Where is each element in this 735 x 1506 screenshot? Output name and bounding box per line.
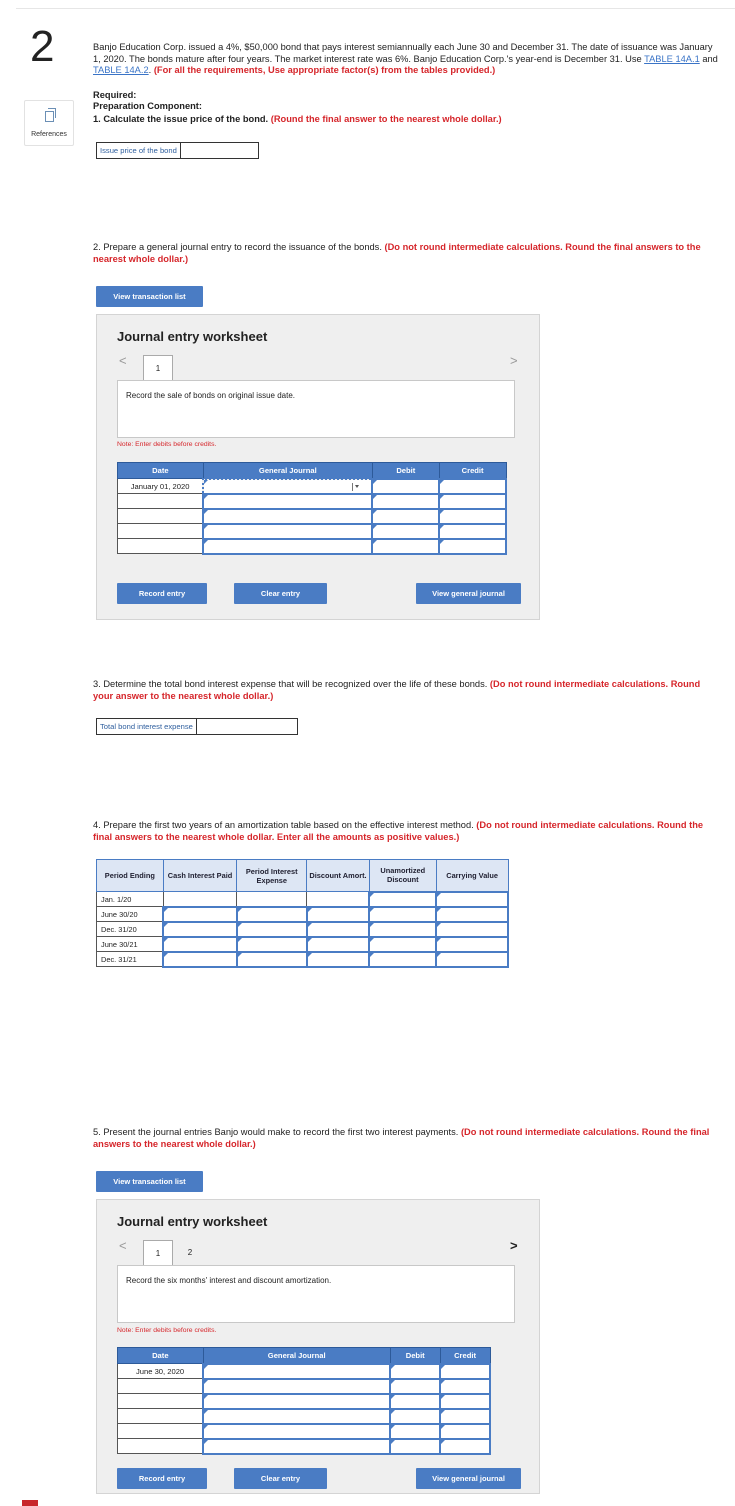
worksheet-tab-1[interactable]: 1 xyxy=(143,1240,173,1265)
credit-input[interactable] xyxy=(440,1364,490,1379)
journal-table-1 xyxy=(117,462,507,555)
journal-worksheet-2 xyxy=(96,1199,540,1494)
col-period-ending: Period Ending xyxy=(97,860,164,892)
period-label: Dec. 31/21 xyxy=(97,952,164,967)
document-copy-icon xyxy=(45,111,54,122)
account-select[interactable] xyxy=(203,1364,390,1379)
issue-price-input[interactable] xyxy=(181,143,258,158)
table-row xyxy=(118,539,507,554)
carrying-value-input[interactable] xyxy=(436,952,508,967)
next-chevron-icon[interactable]: > xyxy=(510,1238,518,1253)
table-row xyxy=(118,1379,491,1394)
table-row xyxy=(118,1409,491,1424)
unamortized-discount-input[interactable] xyxy=(369,937,436,952)
top-divider xyxy=(16,8,735,9)
account-select[interactable] xyxy=(203,479,372,494)
issue-price-label: Issue price of the bond xyxy=(97,143,181,158)
carrying-value-input[interactable] xyxy=(436,892,508,907)
worksheet-description: Record the six months' interest and discount amortization. xyxy=(117,1265,515,1323)
account-select[interactable] xyxy=(203,1424,390,1439)
part5-instruction: 5. Present the journal entries Banjo would make to record the first two interest payments. (Do not round intermediate calculations. Round the final answers to the nearest whole dollar.) xyxy=(93,1127,710,1149)
date-cell[interactable] xyxy=(118,524,204,539)
debits-note: Note: Enter debits before credits. xyxy=(117,1327,217,1334)
date-cell[interactable] xyxy=(118,1394,204,1409)
table-14a2-link[interactable]: TABLE 14A.2 xyxy=(93,65,149,75)
cash-interest-cell xyxy=(163,892,237,907)
view-general-journal-button[interactable]: View general journal xyxy=(416,1468,521,1489)
date-cell[interactable] xyxy=(118,1424,204,1439)
references-button[interactable] xyxy=(24,100,74,146)
clear-entry-button[interactable]: Clear entry xyxy=(234,583,327,604)
chevron-down-icon xyxy=(352,483,359,491)
table-row xyxy=(118,524,507,539)
account-select[interactable] xyxy=(203,1409,390,1424)
debit-input[interactable] xyxy=(372,524,439,539)
debit-input[interactable] xyxy=(372,509,439,524)
date-cell[interactable] xyxy=(118,509,204,524)
credit-input[interactable] xyxy=(440,1439,490,1454)
period-label: June 30/21 xyxy=(97,937,164,952)
period-label: June 30/20 xyxy=(97,907,164,922)
cash-interest-input[interactable] xyxy=(163,922,237,937)
date-cell[interactable] xyxy=(118,494,204,509)
view-transaction-list-button-2[interactable]: View transaction list xyxy=(96,1171,203,1192)
cash-interest-input[interactable] xyxy=(163,952,237,967)
unamortized-discount-input[interactable] xyxy=(369,907,436,922)
credit-input[interactable] xyxy=(439,524,506,539)
discount-amort-cell xyxy=(307,892,370,907)
col-debit: Debit xyxy=(372,463,439,479)
table-row xyxy=(97,922,509,937)
credit-input[interactable] xyxy=(440,1409,490,1424)
date-cell[interactable] xyxy=(118,1409,204,1424)
debits-note: Note: Enter debits before credits. xyxy=(117,441,217,448)
date-cell[interactable]: January 01, 2020 xyxy=(118,479,204,494)
table-row xyxy=(118,1364,491,1379)
col-credit: Credit xyxy=(439,463,506,479)
account-select[interactable] xyxy=(203,1394,390,1409)
interest-expense-input[interactable] xyxy=(237,922,307,937)
interest-expense-cell xyxy=(237,892,307,907)
interest-expense-input[interactable] xyxy=(237,952,307,967)
total-interest-label: Total bond interest expense xyxy=(97,719,197,734)
account-select[interactable] xyxy=(203,539,372,554)
account-select[interactable] xyxy=(203,1439,390,1454)
discount-amort-input[interactable] xyxy=(307,922,370,937)
discount-amort-input[interactable] xyxy=(307,952,370,967)
clear-entry-button[interactable]: Clear entry xyxy=(234,1468,327,1489)
table-row xyxy=(97,952,509,967)
date-cell[interactable] xyxy=(118,539,204,554)
table-14a1-link[interactable]: TABLE 14A.1 xyxy=(644,53,700,64)
account-select[interactable] xyxy=(203,509,372,524)
record-entry-button[interactable]: Record entry xyxy=(117,1468,207,1489)
unamortized-discount-input[interactable] xyxy=(369,892,436,907)
worksheet-tab-1[interactable]: 1 xyxy=(143,355,173,380)
cash-interest-input[interactable] xyxy=(163,937,237,952)
question-intro: Banjo Education Corp. issued a 4%, $50,000 bond that pays interest semiannually each June 30 and December 31. The date of issuance was January 1, 2020. The bonds mature after four years. The market interest rate was 6%. Banjo Education Corp.'s year-end is December 31. Use TABLE 14A.1 and TABLE 14A.2. (For all the requirements, Use appropriate factor(s) from the tables provided.) xyxy=(93,42,718,75)
unamortized-discount-input[interactable] xyxy=(369,952,436,967)
credit-input[interactable] xyxy=(439,479,506,494)
debit-input[interactable] xyxy=(390,1439,440,1454)
prev-chevron-icon[interactable]: < xyxy=(119,353,127,368)
date-cell[interactable]: June 30, 2020 xyxy=(118,1364,204,1379)
col-unamortized-discount: Unamortized Discount xyxy=(369,860,436,892)
col-carrying-value: Carrying Value xyxy=(436,860,508,892)
debit-input[interactable] xyxy=(390,1409,440,1424)
account-select[interactable] xyxy=(203,494,372,509)
credit-input[interactable] xyxy=(440,1424,490,1439)
col-date: Date xyxy=(118,463,204,479)
worksheet-description: Record the sale of bonds on original issue date. xyxy=(117,380,515,438)
col-date: Date xyxy=(118,1348,204,1364)
intro-instruction: (For all the requirements, Use appropriate factor(s) from the tables provided.) xyxy=(153,65,496,75)
amortization-table xyxy=(96,859,509,968)
prev-chevron-icon[interactable]: < xyxy=(119,1238,127,1253)
credit-input[interactable] xyxy=(439,539,506,554)
required-heading: Required: xyxy=(93,90,137,100)
interest-expense-input[interactable] xyxy=(237,907,307,922)
credit-input[interactable] xyxy=(439,494,506,509)
table-row xyxy=(118,494,507,509)
total-interest-field xyxy=(96,718,298,735)
journal-worksheet-1 xyxy=(96,314,540,620)
cash-interest-input[interactable] xyxy=(163,907,237,922)
question-number: 2 xyxy=(30,22,55,71)
period-label: Dec. 31/20 xyxy=(97,922,164,937)
bottom-logo-fragment xyxy=(22,1500,38,1506)
credit-input[interactable] xyxy=(439,509,506,524)
col-debit: Debit xyxy=(390,1348,440,1364)
interest-expense-input[interactable] xyxy=(237,937,307,952)
table-row xyxy=(118,509,507,524)
credit-input[interactable] xyxy=(440,1394,490,1409)
worksheet-title: Journal entry worksheet xyxy=(117,1214,268,1229)
preparation-component-heading: Preparation Component: xyxy=(93,101,202,111)
date-cell[interactable] xyxy=(118,1439,204,1454)
debit-input[interactable] xyxy=(372,539,439,554)
table-row xyxy=(118,1394,491,1409)
next-chevron-icon[interactable]: > xyxy=(510,353,518,368)
table-row xyxy=(118,1424,491,1439)
debit-input[interactable] xyxy=(372,479,439,494)
debit-input[interactable] xyxy=(390,1424,440,1439)
references-label: References xyxy=(31,131,67,138)
carrying-value-input[interactable] xyxy=(436,922,508,937)
total-interest-input[interactable] xyxy=(197,719,297,734)
discount-amort-input[interactable] xyxy=(307,907,370,922)
table-row xyxy=(118,1439,491,1454)
col-general-journal: General Journal xyxy=(203,463,372,479)
debit-input[interactable] xyxy=(390,1394,440,1409)
credit-input[interactable] xyxy=(440,1379,490,1394)
part4-instruction: 4. Prepare the first two years of an amortization table based on the effective interest method. (Do not round intermediate calculations. Round the final answers to the nearest whole dollar. Enter all the amounts as positive values.) xyxy=(93,820,704,842)
col-period-interest-expense: Period Interest Expense xyxy=(237,860,307,892)
record-entry-button[interactable]: Record entry xyxy=(117,583,207,604)
part1-instruction: 1. Calculate the issue price of the bond. (Round the final answer to the nearest whole dollar.) xyxy=(93,114,502,124)
worksheet-tab-2[interactable]: 2 xyxy=(187,1248,193,1257)
carrying-value-input[interactable] xyxy=(436,937,508,952)
debit-input[interactable] xyxy=(390,1379,440,1394)
debit-input[interactable] xyxy=(372,494,439,509)
journal-table-2 xyxy=(117,1347,491,1455)
col-cash-interest-paid: Cash Interest Paid xyxy=(163,860,237,892)
table-row xyxy=(97,892,509,907)
date-cell[interactable] xyxy=(118,1379,204,1394)
worksheet-title: Journal entry worksheet xyxy=(117,329,268,344)
view-general-journal-button[interactable]: View general journal xyxy=(416,583,521,604)
account-select[interactable] xyxy=(203,1379,390,1394)
col-credit: Credit xyxy=(440,1348,490,1364)
discount-amort-input[interactable] xyxy=(307,937,370,952)
debit-input[interactable] xyxy=(390,1364,440,1379)
carrying-value-input[interactable] xyxy=(436,907,508,922)
view-transaction-list-button[interactable]: View transaction list xyxy=(96,286,203,307)
table-row xyxy=(97,937,509,952)
issue-price-field xyxy=(96,142,259,159)
col-general-journal: General Journal xyxy=(203,1348,390,1364)
table-row xyxy=(97,907,509,922)
period-label: Jan. 1/20 xyxy=(97,892,164,907)
part2-instruction: 2. Prepare a general journal entry to record the issuance of the bonds. (Do not round intermediate calculations. Round the final answers to the nearest whole dollar.) xyxy=(93,242,701,264)
table-row xyxy=(118,479,507,494)
unamortized-discount-input[interactable] xyxy=(369,922,436,937)
part3-instruction: 3. Determine the total bond interest expense that will be recognized over the life of these bonds. (Do not round intermediate calculations. Round your answer to the nearest whole dollar.) xyxy=(93,679,701,701)
col-discount-amort: Discount Amort. xyxy=(307,860,370,892)
account-select[interactable] xyxy=(203,524,372,539)
